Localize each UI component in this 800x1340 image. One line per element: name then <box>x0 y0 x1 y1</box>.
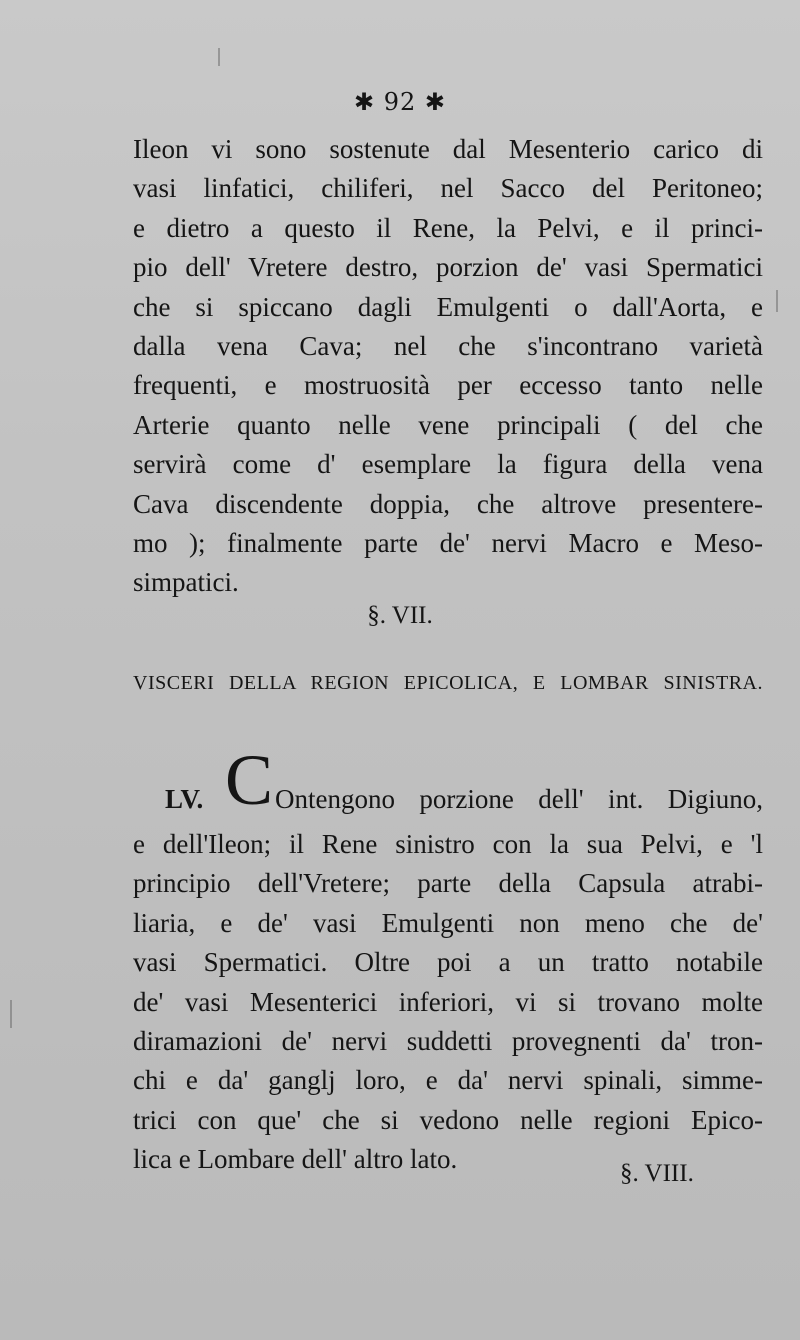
text-line: simpatici. <box>133 567 239 598</box>
text-line: de' vasi Mesenterici inferiori, vi si trovano molte <box>133 986 763 1017</box>
text-line: lica e Lombare dell' altro lato. <box>133 1144 458 1175</box>
text-line: servirà come d' esemplare la figura della vena <box>133 449 763 480</box>
paragraph-continued <box>133 130 763 603</box>
text-line: Ileon vi sono sostenute dal Mesenterio carico di <box>133 134 763 164</box>
text-line: diramazioni de' nervi suddetti provegnenti da' tron- <box>133 1025 763 1056</box>
text-line: pio dell' Vretere destro, porzion de' vasi Spermatici <box>133 252 763 283</box>
paper-mark <box>776 290 778 312</box>
page-header: ✱ 92 ✱ <box>353 88 446 116</box>
first-line-text: Ontengono porzione dell' int. Digiuno, <box>275 784 763 814</box>
text-line: trici con que' che si vedono nelle regioni Epico- <box>133 1104 763 1135</box>
chapter-heading: VISCERI DELLA REGION EPICOLICA, E LOMBAR SINISTRA. <box>133 672 763 694</box>
text-line: mo ); finalmente parte de' nervi Macro e Meso- <box>133 527 763 558</box>
text-line: e dietro a questo il Rene, la Pelvi, e il princi- <box>133 212 763 243</box>
text-line: liaria, e de' vasi Emulgenti non meno che de' <box>133 907 763 938</box>
text-line: e dell'Ileon; il Rene sinistro con la sua Pelvi, e 'l <box>133 829 763 859</box>
paper-mark <box>10 1000 12 1028</box>
text-line: chi e da' ganglj loro, e da' nervi spinali, simme- <box>133 1065 763 1096</box>
paragraph-lv-opening <box>133 740 763 830</box>
text-line: principio dell'Vretere; parte della Capsula atrabi- <box>133 868 763 899</box>
text-line: che si spiccano dagli Emulgenti o dall'Aorta, e <box>133 291 763 322</box>
catchword: §. VIII. <box>620 1160 694 1187</box>
paper-mark <box>218 48 220 66</box>
text-line: vasi Spermatici. Oltre poi a un tratto notabile <box>133 947 763 978</box>
section-number: §. VII. <box>367 602 433 629</box>
text-line: dalla vena Cava; nel che s'incontrano varietà <box>133 330 763 361</box>
text-line: Arterie quanto nelle vene principali ( del che <box>133 409 763 440</box>
text-line: vasi linfatici, chiliferi, nel Sacco del Peritoneo; <box>133 173 763 204</box>
drop-cap: C <box>225 740 274 820</box>
text-line: frequenti, e mostruosità per eccesso tanto nelle <box>133 370 763 401</box>
text-line: Cava discendente doppia, che altrove presentere- <box>133 488 763 519</box>
paragraph-lv <box>133 825 763 1180</box>
paragraph-number: LV. <box>165 784 204 814</box>
